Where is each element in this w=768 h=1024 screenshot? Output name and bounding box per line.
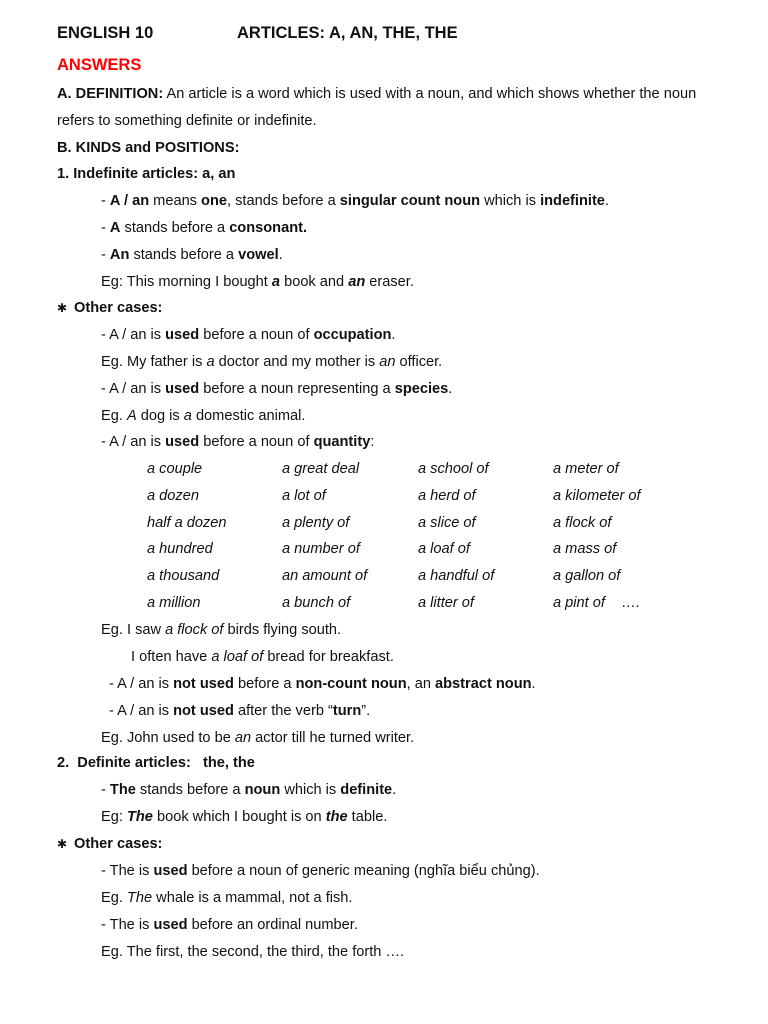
text-run-bold: vowel — [238, 247, 279, 263]
text-run-bold: one — [201, 193, 227, 209]
text-run: . — [531, 676, 536, 692]
text-run-italic: a flock of — [165, 622, 224, 638]
other-cases-label: Other cases: — [74, 300, 163, 316]
text-run: stands before a — [120, 220, 230, 236]
text-run-bold: consonant. — [229, 220, 308, 236]
quantity-cell: a meter of — [553, 461, 619, 477]
quantity-cell: a couple — [147, 461, 203, 477]
generic-example — [101, 888, 352, 908]
text-run-bold: A / an — [109, 193, 150, 209]
text-run: - The is — [101, 917, 154, 933]
star-icon: ✱ — [57, 301, 68, 315]
text-run: book and — [280, 274, 349, 290]
text-run: - — [101, 193, 110, 209]
text-run: Eg. My father is — [101, 354, 207, 370]
text-run: Eg. — [101, 890, 127, 906]
text-run: eraser. — [365, 274, 414, 290]
quantity-cell: a flock of — [553, 515, 612, 531]
text-run: - A / an is — [101, 381, 166, 397]
text-run: stands before a — [135, 782, 245, 798]
text-run: before a noun of generic meaning (nghĩa biểu chủng). — [187, 863, 540, 879]
ordinal-example: Eg. The first, the second, the third, the forth …. — [101, 944, 405, 960]
text-run-bold-italic: The — [126, 809, 153, 825]
quantity-cell: a million — [147, 595, 201, 611]
text-run: actor till he turned writer. — [251, 730, 415, 746]
quantity-cell: a thousand — [147, 568, 220, 584]
indefinite-heading: 1. Indefinite articles: a, an — [57, 166, 236, 182]
species-example — [101, 406, 305, 426]
page-title: ARTICLES: A, AN, THE, THE — [237, 24, 458, 42]
ellipsis: …. — [620, 595, 640, 611]
definite-rule — [101, 780, 396, 800]
text-run: table. — [347, 809, 388, 825]
text-run-bold: quantity — [313, 434, 371, 450]
quantity-cell: half a dozen — [147, 515, 227, 531]
star-icon: ✱ — [57, 837, 68, 851]
species-rule — [101, 379, 452, 399]
quantity-cell: a number of — [282, 541, 360, 557]
text-run: I often have — [131, 649, 212, 665]
text-run: before a noun of — [199, 434, 314, 450]
text-run: . — [392, 782, 397, 798]
text-run-bold: indefinite — [540, 193, 605, 209]
text-run: before a noun of — [199, 327, 314, 343]
quantity-cell-text: a pint of — [553, 595, 605, 611]
definition-label: A. DEFINITION: — [57, 86, 164, 102]
text-run-italic: The — [126, 890, 153, 906]
text-run: Eg. John used to be — [101, 730, 235, 746]
text-run-bold: species — [394, 381, 449, 397]
text-run-italic: a loaf of — [211, 649, 264, 665]
ordinal-rule — [101, 915, 358, 935]
text-run: before an ordinal number. — [187, 917, 358, 933]
text-run: which is — [480, 193, 541, 209]
quantity-cell: a loaf of — [418, 541, 470, 557]
text-run: , stands before a — [227, 193, 340, 209]
occupation-example — [101, 352, 442, 372]
text-run-bold: definite — [340, 782, 393, 798]
text-run: - — [101, 220, 110, 236]
quantity-rule — [101, 432, 374, 452]
text-run: Eg: — [101, 809, 127, 825]
quantity-cell: a slice of — [418, 515, 476, 531]
text-run-bold: singular count noun — [339, 193, 481, 209]
indefinite-example — [101, 272, 414, 292]
definite-example — [101, 807, 387, 827]
text-run: . — [391, 327, 396, 343]
indefinite-rule-3 — [101, 245, 283, 265]
text-run: - A / an is — [101, 434, 166, 450]
text-run: which is — [280, 782, 341, 798]
indefinite-rule-2 — [101, 218, 307, 238]
not-used-example — [101, 728, 414, 748]
other-cases-heading-2 — [57, 834, 162, 854]
quantity-cell: a handful of — [418, 568, 495, 584]
text-run: - A / an is — [101, 327, 166, 343]
text-run-bold: not used — [173, 676, 234, 692]
text-run: birds flying south. — [223, 622, 342, 638]
quantity-cell: a bunch of — [282, 595, 351, 611]
text-run-italic: an — [234, 730, 252, 746]
quantity-cell: a litter of — [418, 595, 474, 611]
text-run-bold: An — [109, 247, 130, 263]
text-run: Eg. I saw — [101, 622, 166, 638]
text-run-italic: A — [126, 408, 137, 424]
text-run: . — [448, 381, 453, 397]
text-run: bread for breakfast. — [263, 649, 394, 665]
text-run: doctor and my mother is — [214, 354, 380, 370]
text-run-bold: turn — [332, 703, 362, 719]
text-run: . — [604, 193, 609, 209]
text-run: whale is a mammal, not a fish. — [152, 890, 353, 906]
text-run: dog is — [136, 408, 184, 424]
text-run: : — [370, 434, 375, 450]
quantity-cell: a hundred — [147, 541, 213, 557]
text-run: . — [278, 247, 283, 263]
text-run: before a — [233, 676, 296, 692]
text-run-bold: not used — [173, 703, 234, 719]
text-run: after the verb “ — [233, 703, 333, 719]
quantity-cell — [553, 593, 640, 613]
quantity-cell: a mass of — [553, 541, 617, 557]
text-run-bold: A — [109, 220, 121, 236]
text-run: - A / an is — [109, 703, 174, 719]
text-run: - — [101, 247, 110, 263]
text-run-italic: a — [183, 408, 192, 424]
text-run-italic: an — [379, 354, 396, 370]
text-run: ”. — [361, 703, 371, 719]
text-run: Eg. — [101, 408, 127, 424]
text-run: stands before a — [129, 247, 239, 263]
generic-rule — [101, 861, 540, 881]
text-run: officer. — [395, 354, 443, 370]
text-run: - A / an is — [109, 676, 174, 692]
quantity-cell: a school of — [418, 461, 489, 477]
text-run: means — [149, 193, 202, 209]
not-used-rule-2 — [109, 701, 370, 721]
quantity-cell: an amount of — [282, 568, 368, 584]
text-run: Eg: This morning I bought — [101, 274, 272, 290]
quantity-cell: a gallon of — [553, 568, 621, 584]
kinds-heading: B. KINDS and POSITIONS: — [57, 140, 240, 156]
definite-heading: 2. Definite articles: the, the — [57, 755, 255, 771]
text-run-bold: noun — [244, 782, 281, 798]
answers-heading: ANSWERS — [57, 56, 142, 74]
quantity-cell: a plenty of — [282, 515, 350, 531]
quantity-cell: a kilometer of — [553, 488, 641, 504]
other-cases-heading-1 — [57, 298, 162, 318]
text-run: before a noun representing a — [199, 381, 395, 397]
text-run-bold: occupation — [313, 327, 392, 343]
quantity-example-2 — [131, 647, 394, 667]
definition-line-1 — [57, 84, 696, 104]
definition-line-2: refers to something definite or indefinite. — [57, 113, 317, 129]
quantity-cell: a dozen — [147, 488, 199, 504]
text-run-bold: non-count noun — [295, 676, 407, 692]
text-run-bold-italic: the — [325, 809, 348, 825]
text-run: domestic animal. — [191, 408, 306, 424]
text-run-bold: used — [165, 327, 200, 343]
indefinite-rule-1 — [101, 191, 609, 211]
text-run: book which I bought is on — [152, 809, 326, 825]
text-run: - — [101, 782, 110, 798]
text-run-bold: The — [109, 782, 136, 798]
text-run-bold: used — [153, 917, 188, 933]
text-run: , an — [406, 676, 436, 692]
course-title: ENGLISH 10 — [57, 24, 154, 42]
occupation-rule — [101, 325, 395, 345]
other-cases-label: Other cases: — [74, 836, 163, 852]
text-run-bold: used — [165, 381, 200, 397]
text-run-bold: used — [165, 434, 200, 450]
quantity-cell: a lot of — [282, 488, 326, 504]
text-run: - The is — [101, 863, 154, 879]
quantity-cell: a great deal — [282, 461, 360, 477]
text-run-bold-italic: a — [271, 274, 281, 290]
text-run-bold: abstract noun — [435, 676, 532, 692]
text-run-italic: a — [206, 354, 215, 370]
quantity-example-1 — [101, 620, 341, 640]
quantity-cell: a herd of — [418, 488, 476, 504]
definition-text-1: An article is a word which is used with a noun, and which shows whether the noun — [163, 86, 697, 102]
text-run-bold-italic: an — [348, 274, 366, 290]
not-used-rule-1 — [109, 674, 536, 694]
text-run-bold: used — [153, 863, 188, 879]
